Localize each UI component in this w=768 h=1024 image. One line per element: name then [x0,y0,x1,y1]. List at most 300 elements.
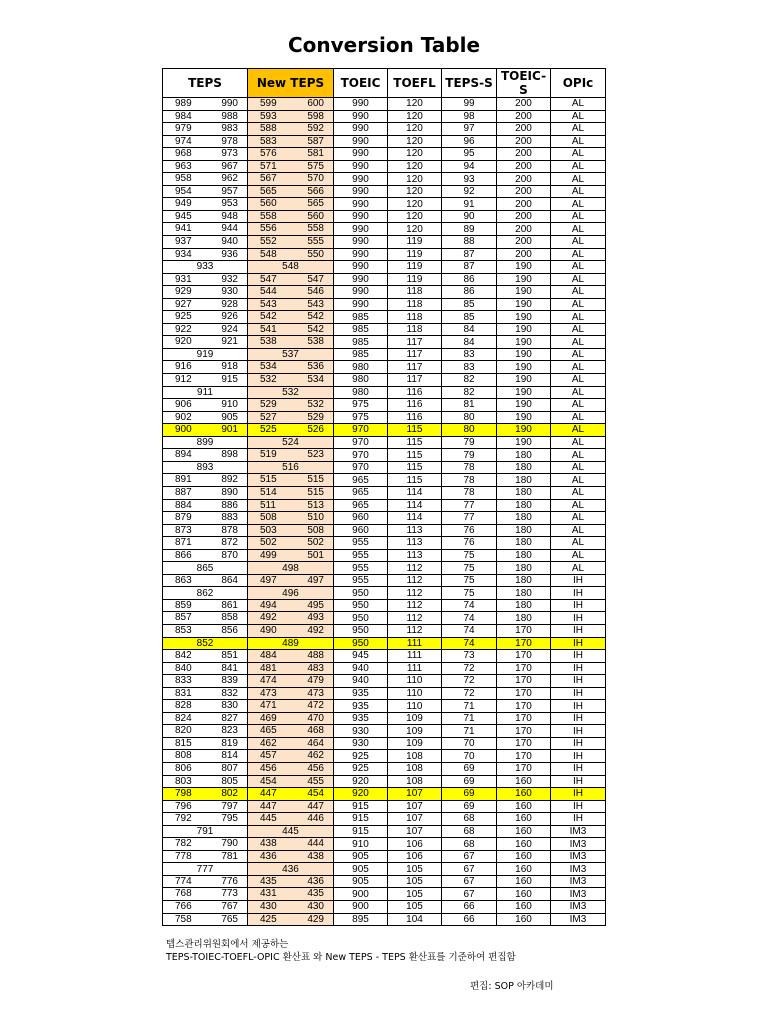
teps-cell [163,323,248,336]
teps-high: 814 [221,750,238,762]
toeic-s-cell: 180 [497,549,551,562]
teps-low: 931 [175,273,192,285]
new-teps-high: 565 [307,198,324,210]
teps-s-cell: 67 [442,863,497,876]
new-teps-low: 462 [260,737,277,749]
toefl-cell: 109 [388,712,442,725]
header-toefl: TOEFL [388,69,442,98]
new-teps-low: 552 [260,236,277,248]
teps-s-cell: 75 [442,587,497,600]
teps-cell [163,800,248,813]
table-row [163,549,606,562]
toefl-cell: 107 [388,800,442,813]
source-note [166,938,516,964]
table-row [163,888,606,901]
opic-cell: AL [551,336,606,349]
teps-s-cell: 86 [442,273,497,286]
teps-low: 866 [175,549,192,561]
teps-s-cell: 73 [442,650,497,663]
new-teps-cell [248,587,334,600]
new-teps-high: 587 [307,135,324,147]
table-row [163,374,606,387]
teps-cell [163,737,248,750]
teps-cell [163,712,248,725]
teps-high: 807 [221,762,238,774]
source-note-line-1: 텝스관리위원회에서 제공하는 [166,939,289,950]
new-teps-low: 538 [260,336,277,348]
toefl-cell: 116 [388,399,442,412]
teps-s-cell: 97 [442,123,497,136]
table-row [163,800,606,813]
toeic-cell: 970 [334,424,388,437]
table-row [163,210,606,223]
opic-cell: IH [551,599,606,612]
new-teps-cell [248,825,334,838]
teps-s-cell: 85 [442,298,497,311]
teps-high: 948 [221,210,238,222]
new-teps-low: 543 [260,298,277,310]
toeic-cell: 990 [334,135,388,148]
opic-cell: AL [551,374,606,387]
table-row [163,662,606,675]
table-row [163,323,606,336]
toeic-cell: 955 [334,562,388,575]
toeic-s-cell: 160 [497,913,551,926]
teps-cell [163,725,248,738]
new-teps-cell [248,775,334,788]
teps-low: 782 [175,838,192,850]
table-row [163,298,606,311]
teps-value: 865 [196,562,214,574]
toeic-s-cell: 200 [497,223,551,236]
teps-low: 798 [175,788,192,800]
teps-value: 893 [196,462,214,474]
teps-cell [163,148,248,161]
teps-low: 884 [175,499,192,511]
teps-s-cell: 84 [442,323,497,336]
toefl-cell: 107 [388,825,442,838]
teps-high: 983 [221,123,238,135]
table-row [163,486,606,499]
toeic-s-cell: 200 [497,98,551,111]
new-teps-high: 523 [307,449,324,461]
toeic-s-cell: 170 [497,725,551,738]
teps-cell [163,399,248,412]
teps-high: 924 [221,323,238,335]
header-new-teps: New TEPS [248,69,334,98]
table-row [163,725,606,738]
toefl-cell: 113 [388,549,442,562]
teps-low: 857 [175,612,192,624]
opic-cell: AL [551,424,606,437]
toefl-cell: 104 [388,913,442,926]
teps-cell [163,273,248,286]
teps-value: 919 [196,349,214,361]
toefl-cell: 105 [388,863,442,876]
teps-s-cell: 78 [442,474,497,487]
new-teps-high: 495 [307,599,324,611]
new-teps-low: 565 [260,185,277,197]
new-teps-low: 547 [260,273,277,285]
new-teps-low: 497 [260,574,277,586]
teps-high: 926 [221,311,238,323]
toefl-cell: 111 [388,662,442,675]
opic-cell: AL [551,524,606,537]
new-teps-high: 534 [307,374,324,386]
new-teps-cell [248,838,334,851]
new-teps-cell [248,273,334,286]
new-teps-cell [248,537,334,550]
opic-cell: AL [551,499,606,512]
toeic-s-cell: 200 [497,210,551,223]
teps-s-cell: 98 [442,110,497,123]
new-teps-low: 583 [260,135,277,147]
teps-low: 828 [175,700,192,712]
new-teps-high: 473 [307,687,324,699]
toefl-cell: 118 [388,298,442,311]
new-teps-value: 524 [282,437,299,449]
teps-high: 802 [221,788,238,800]
new-teps-cell [248,323,334,336]
teps-cell [163,901,248,914]
header-toeic-s: TOEIC-S [497,69,551,98]
toeic-s-cell: 190 [497,336,551,349]
table-row [163,361,606,374]
table-row [163,135,606,148]
table-row [163,273,606,286]
toefl-cell: 109 [388,725,442,738]
teps-high: 827 [221,712,238,724]
table-row [163,286,606,299]
toeic-s-cell: 180 [497,474,551,487]
table-row [163,788,606,801]
toefl-cell: 109 [388,737,442,750]
toeic-s-cell: 190 [497,286,551,299]
teps-high: 921 [221,336,238,348]
new-teps-high: 430 [307,901,324,912]
new-teps-high: 550 [307,248,324,260]
teps-high: 819 [221,737,238,749]
table-row [163,700,606,713]
teps-cell [163,424,248,437]
toeic-s-cell: 160 [497,901,551,914]
toefl-cell: 117 [388,336,442,349]
new-teps-cell [248,562,334,575]
table-row [163,599,606,612]
new-teps-cell [248,813,334,826]
opic-cell: IM3 [551,901,606,914]
header-toeic: TOEIC [334,69,388,98]
teps-s-cell: 74 [442,612,497,625]
teps-cell [163,185,248,198]
new-teps-cell [248,913,334,926]
toeic-s-cell: 190 [497,374,551,387]
teps-s-cell: 69 [442,775,497,788]
opic-cell: AL [551,537,606,550]
toefl-cell: 117 [388,361,442,374]
teps-s-cell: 92 [442,185,497,198]
teps-low: 929 [175,286,192,298]
opic-cell: AL [551,399,606,412]
table-row [163,775,606,788]
source-note-line-2: TEPS-TOIEC-TOEFL-OPIC 환산표 와 New TEPS - TEPS 환산표를 기준하여 편집함 [166,952,516,963]
table-row [163,160,606,173]
teps-s-cell: 78 [442,486,497,499]
new-teps-cell [248,788,334,801]
teps-s-cell: 71 [442,725,497,738]
teps-value: 777 [196,863,214,875]
toefl-cell: 120 [388,210,442,223]
toefl-cell: 118 [388,323,442,336]
teps-cell [163,512,248,525]
toeic-s-cell: 180 [497,599,551,612]
toeic-cell: 990 [334,273,388,286]
toefl-cell: 108 [388,750,442,763]
toefl-cell: 106 [388,838,442,851]
new-teps-low: 527 [260,411,277,423]
toefl-cell: 115 [388,424,442,437]
toeic-cell: 990 [334,148,388,161]
toeic-cell: 990 [334,123,388,136]
opic-cell: AL [551,110,606,123]
teps-high: 861 [221,599,238,611]
toefl-cell: 120 [388,185,442,198]
new-teps-cell [248,850,334,863]
toeic-cell: 990 [334,98,388,111]
toeic-s-cell: 170 [497,737,551,750]
teps-cell [163,637,248,650]
teps-high: 898 [221,449,238,461]
teps-high: 765 [221,913,238,925]
toeic-cell: 990 [334,236,388,249]
toeic-s-cell: 200 [497,148,551,161]
teps-low: 863 [175,574,192,586]
table-row [163,461,606,474]
table-row [163,424,606,437]
toeic-cell: 925 [334,762,388,775]
teps-cell [163,361,248,374]
opic-cell: AL [551,562,606,575]
teps-high: 978 [221,135,238,147]
new-teps-cell [248,311,334,324]
new-teps-high: 454 [307,788,324,800]
toeic-s-cell: 200 [497,198,551,211]
toefl-cell: 105 [388,901,442,914]
teps-s-cell: 72 [442,675,497,688]
teps-high: 928 [221,298,238,310]
toeic-cell: 990 [334,160,388,173]
new-teps-cell [248,148,334,161]
conversion-table [162,68,606,926]
new-teps-high: 515 [307,486,324,498]
toeic-s-cell: 200 [497,123,551,136]
toeic-cell: 965 [334,486,388,499]
teps-cell [163,762,248,775]
toefl-cell: 115 [388,461,442,474]
toeic-cell: 990 [334,298,388,311]
toeic-s-cell: 180 [497,486,551,499]
teps-cell [163,788,248,801]
new-teps-cell [248,499,334,512]
teps-cell [163,110,248,123]
teps-cell [163,248,248,261]
teps-high: 944 [221,223,238,235]
opic-cell: IH [551,687,606,700]
teps-high: 930 [221,286,238,298]
teps-cell [163,474,248,487]
teps-cell [163,750,248,763]
opic-cell: AL [551,123,606,136]
opic-cell: AL [551,185,606,198]
teps-cell [163,486,248,499]
teps-cell [163,286,248,299]
toefl-cell: 110 [388,687,442,700]
new-teps-high: 547 [307,273,324,285]
new-teps-low: 560 [260,198,277,210]
toeic-cell: 915 [334,813,388,826]
new-teps-high: 592 [307,123,324,135]
new-teps-low: 474 [260,675,277,687]
toeic-s-cell: 180 [497,574,551,587]
teps-s-cell: 83 [442,361,497,374]
table-row [163,624,606,637]
toeic-s-cell: 190 [497,436,551,449]
toeic-cell: 975 [334,399,388,412]
new-teps-value: 445 [282,825,299,837]
teps-s-cell: 75 [442,549,497,562]
new-teps-high: 429 [307,913,324,925]
table-row [163,562,606,575]
toeic-cell: 990 [334,110,388,123]
toeic-s-cell: 170 [497,624,551,637]
teps-cell [163,223,248,236]
new-teps-high: 508 [307,524,324,536]
new-teps-low: 436 [260,850,277,862]
table-row [163,386,606,399]
teps-cell [163,123,248,136]
toeic-s-cell: 160 [497,850,551,863]
toeic-s-cell: 170 [497,700,551,713]
teps-s-cell: 81 [442,399,497,412]
teps-low: 891 [175,474,192,486]
opic-cell: AL [551,160,606,173]
toeic-s-cell: 200 [497,185,551,198]
teps-s-cell: 71 [442,700,497,713]
table-row [163,348,606,361]
toefl-cell: 117 [388,348,442,361]
new-teps-high: 502 [307,537,324,549]
teps-value: 933 [196,261,214,273]
teps-high: 962 [221,173,238,185]
new-teps-high: 438 [307,850,324,862]
teps-low: 831 [175,687,192,699]
new-teps-low: 435 [260,875,277,887]
teps-s-cell: 70 [442,737,497,750]
teps-cell [163,461,248,474]
toefl-cell: 114 [388,512,442,525]
toeic-cell: 900 [334,888,388,901]
new-teps-high: 558 [307,223,324,235]
table-row [163,524,606,537]
new-teps-cell [248,98,334,111]
new-teps-low: 484 [260,650,277,662]
table-row [163,712,606,725]
table-row [163,512,606,525]
new-teps-high: 447 [307,800,324,812]
new-teps-low: 529 [260,399,277,411]
table-row [163,123,606,136]
teps-high: 988 [221,110,238,122]
toefl-cell: 116 [388,411,442,424]
teps-cell [163,850,248,863]
new-teps-cell [248,210,334,223]
toeic-s-cell: 180 [497,562,551,575]
toefl-cell: 120 [388,173,442,186]
opic-cell: IH [551,662,606,675]
teps-cell [163,838,248,851]
teps-low: 906 [175,399,192,411]
new-teps-value: 516 [282,462,299,474]
opic-cell: AL [551,273,606,286]
new-teps-low: 456 [260,762,277,774]
teps-high: 864 [221,574,238,586]
toefl-cell: 120 [388,123,442,136]
new-teps-low: 525 [260,424,277,436]
header-opic: OPIc [551,69,606,98]
toefl-cell: 110 [388,700,442,713]
new-teps-cell [248,599,334,612]
teps-low: 833 [175,675,192,687]
teps-cell [163,612,248,625]
new-teps-cell [248,261,334,274]
toefl-cell: 112 [388,612,442,625]
opic-cell: AL [551,248,606,261]
teps-s-cell: 69 [442,788,497,801]
new-teps-high: 470 [307,712,324,724]
new-teps-high: 435 [307,888,324,900]
new-teps-cell [248,687,334,700]
opic-cell: IH [551,737,606,750]
toeic-cell: 945 [334,650,388,663]
opic-cell: IH [551,762,606,775]
toeic-cell: 925 [334,750,388,763]
teps-high: 841 [221,662,238,674]
new-teps-high: 493 [307,612,324,624]
new-teps-low: 576 [260,148,277,160]
toeic-cell: 990 [334,210,388,223]
teps-s-cell: 72 [442,662,497,675]
teps-s-cell: 75 [442,562,497,575]
new-teps-low: 471 [260,700,277,712]
new-teps-cell [248,612,334,625]
opic-cell: IM3 [551,875,606,888]
teps-s-cell: 68 [442,813,497,826]
table-row [163,913,606,926]
toeic-cell: 920 [334,788,388,801]
new-teps-low: 548 [260,248,277,260]
teps-high: 990 [221,98,238,109]
toefl-cell: 120 [388,160,442,173]
teps-high: 918 [221,361,238,373]
teps-low: 900 [175,424,192,436]
toefl-cell: 114 [388,499,442,512]
opic-cell: AL [551,311,606,324]
new-teps-high: 546 [307,286,324,298]
new-teps-high: 543 [307,298,324,310]
opic-cell: AL [551,261,606,274]
toeic-cell: 950 [334,624,388,637]
teps-high: 936 [221,248,238,260]
